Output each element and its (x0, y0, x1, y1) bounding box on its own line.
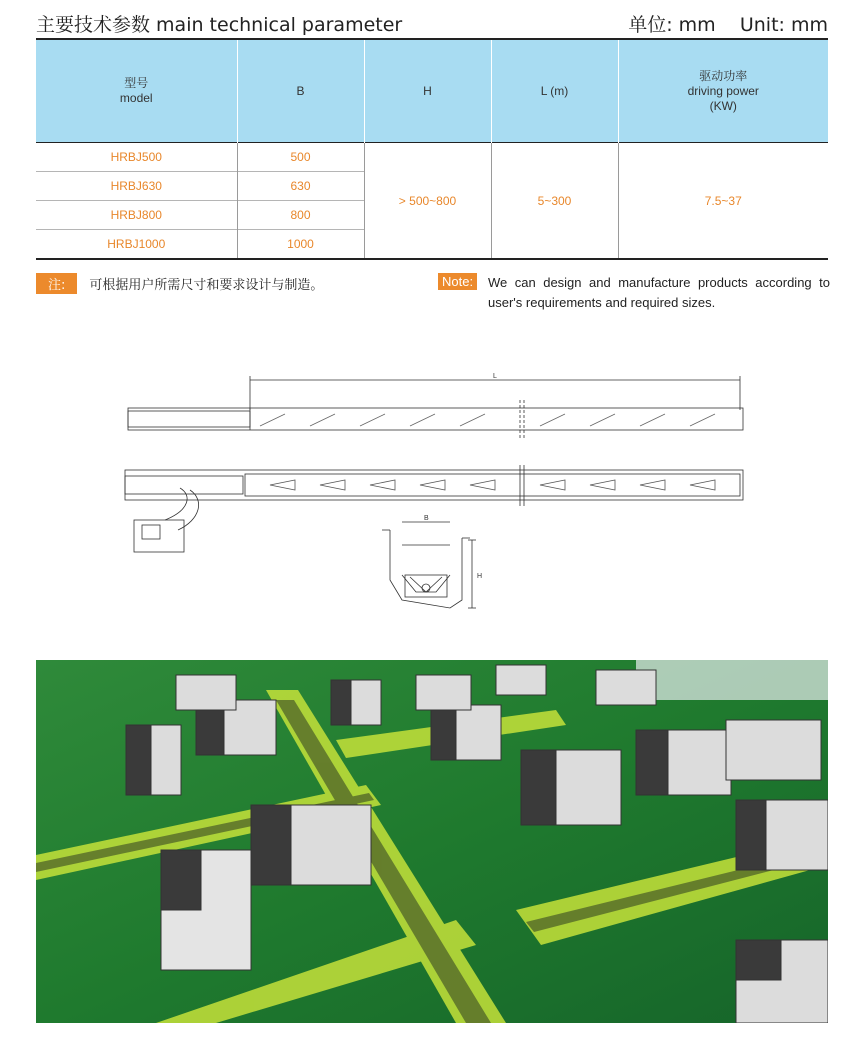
cell-model: HRBJ500 (36, 143, 237, 172)
header-l: L (m) (491, 40, 618, 143)
dim-b-label: B (424, 515, 429, 522)
section-title: 主要技术参数 main technical parameter (36, 14, 403, 36)
header-model-en: model (119, 91, 153, 105)
cell-l: 5~300 (491, 143, 618, 260)
cell-model: HRBJ630 (36, 172, 237, 201)
dim-h-label: H (477, 573, 483, 580)
header-power-cn: 驱动功率 (699, 68, 748, 83)
header-power (618, 40, 828, 143)
table-row (36, 143, 828, 172)
unit-label: 单位: mm Unit: mm (628, 14, 828, 36)
header-model (36, 40, 237, 143)
cell-model: HRBJ1000 (36, 230, 237, 260)
cell-b: 1000 (237, 230, 364, 260)
header-power-unit: (KW) (709, 98, 737, 113)
parameter-table (36, 40, 828, 260)
note-cn-text: 可根据用户所需尺寸和要求设计与制造。 (89, 278, 324, 293)
dim-l-label: L (493, 373, 497, 380)
page-header (36, 6, 828, 36)
cell-b: 500 (237, 143, 364, 172)
note-cn-badge: 注: (36, 273, 77, 294)
note-en-badge: Note: (438, 273, 477, 290)
header-model-cn: 型号 (124, 76, 149, 90)
note-english (438, 273, 830, 313)
cell-b: 630 (237, 172, 364, 201)
cell-b: 800 (237, 201, 364, 230)
header-h: H (364, 40, 491, 143)
note-en-text: We can design and manufacture products according to user's requirements and required sizes. (488, 275, 830, 310)
cell-h: > 500~800 (364, 143, 491, 260)
conveyor-technical-drawing (120, 370, 760, 630)
factory-floor-photo (36, 660, 828, 1023)
cell-power: 7.5~37 (618, 143, 828, 260)
header-b: B (237, 40, 364, 143)
cell-model: HRBJ800 (36, 201, 237, 230)
note-chinese (36, 273, 323, 294)
header-power-en: driving power (687, 83, 759, 98)
table-header-row (36, 40, 828, 143)
